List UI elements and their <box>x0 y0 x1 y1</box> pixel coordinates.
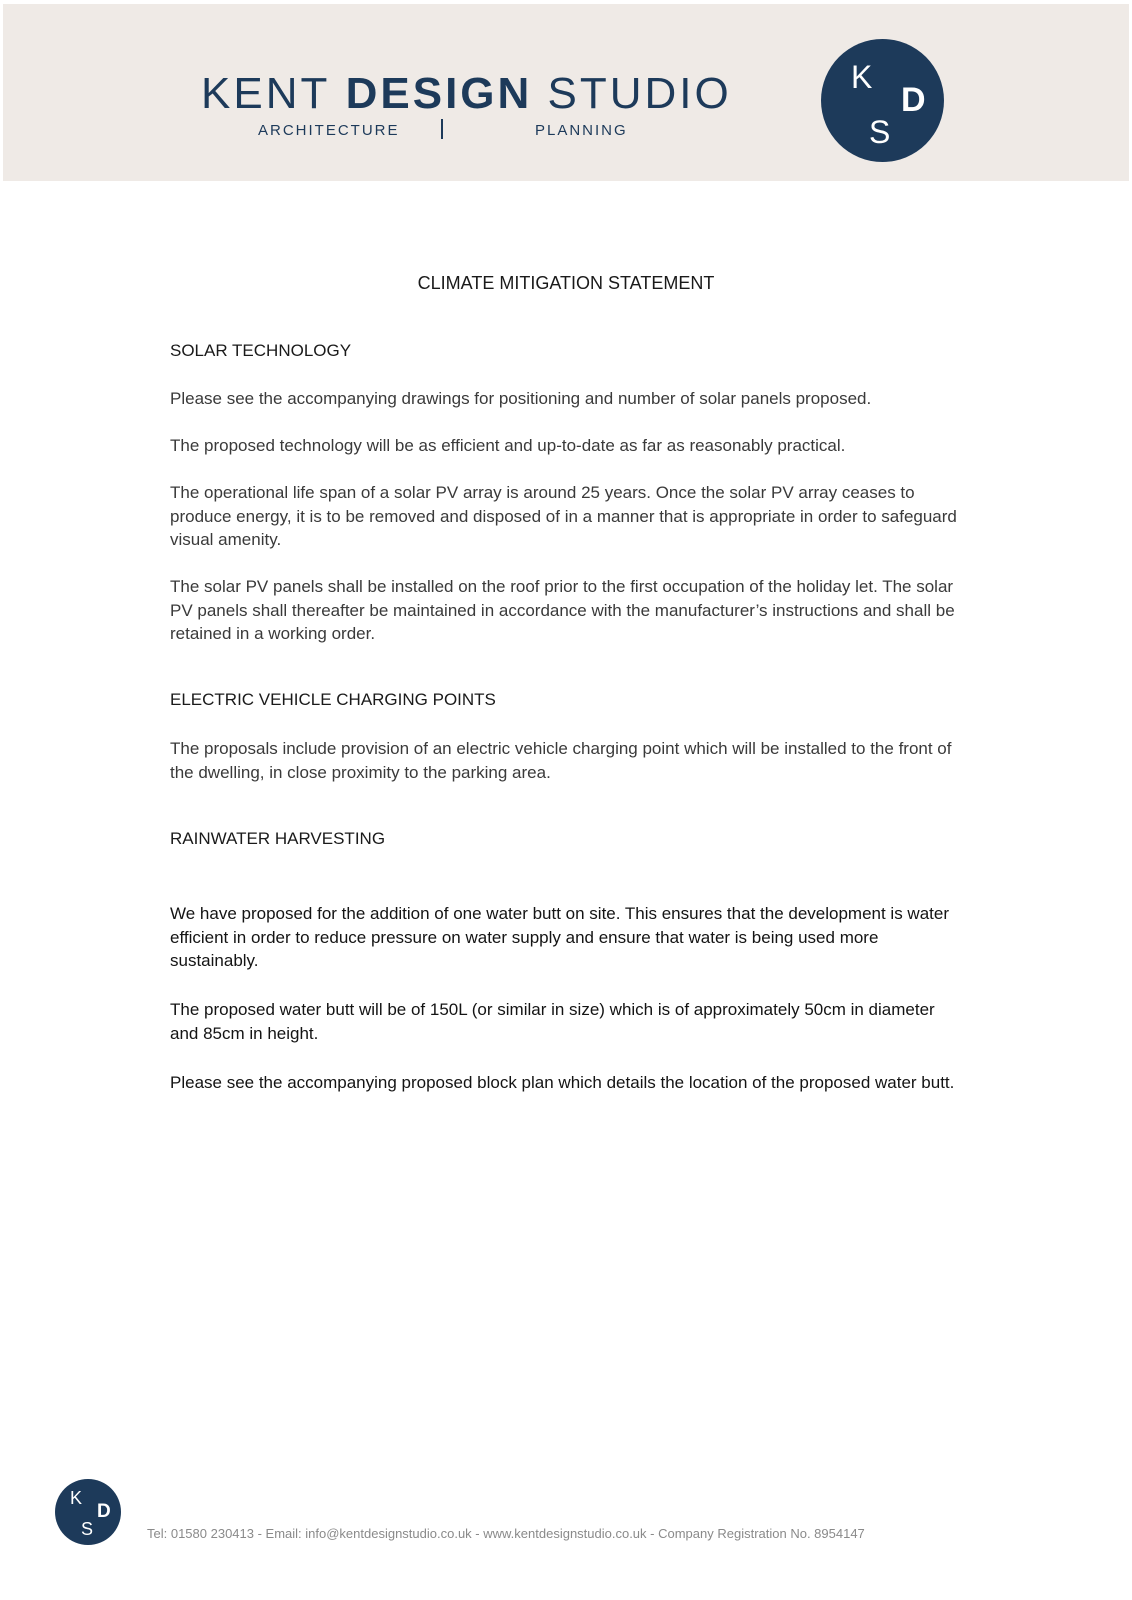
ksd-logo-icon <box>821 39 944 162</box>
heading-ev-charging: ELECTRIC VEHICLE CHARGING POINTS <box>170 690 496 709</box>
paragraph: The proposed water butt will be of 150L (or similar in size) which is of approximately 50cm in diameter and 85cm in height. <box>170 1000 935 1043</box>
tagline-separator <box>441 119 443 139</box>
logo-letter-k: K <box>70 1488 83 1508</box>
tagline-architecture: ARCHITECTURE <box>258 122 400 139</box>
brand-word-studio: STUDIO <box>547 69 732 118</box>
letterhead-banner <box>3 4 1129 181</box>
brand-name <box>201 69 732 118</box>
logo-letter-s: S <box>81 1519 94 1539</box>
paragraph: Please see the accompanying proposed block plan which details the location of the proposed water butt. <box>170 1073 955 1092</box>
ksd-footer-logo-icon <box>55 1479 121 1545</box>
paragraph: The proposed technology will be as efficient and up-to-date as far as reasonably practical. <box>170 436 846 455</box>
paragraph: The solar PV panels shall be installed on the roof prior to the first occupation of the holiday let. The solar PV panels shall thereafter be maintained in accordance with the manufacturer’s instructions and shall be retained in a working order. <box>170 577 955 643</box>
brand-word-design: DESIGN <box>345 69 533 118</box>
paragraph: The operational life span of a solar PV array is around 25 years. Once the solar PV array ceases to produce energy, it is to be removed and disposed of in a manner that is appropriate in order to safeguard visual amenity. <box>170 483 957 549</box>
heading-rainwater-harvesting: RAINWATER HARVESTING <box>170 829 386 848</box>
paragraph: We have proposed for the addition of one water butt on site. This ensures that the development is water efficient in order to reduce pressure on water supply and ensure that water is being used more sustainably. <box>170 904 950 970</box>
logo-letter-d: D <box>97 1501 111 1522</box>
brand-wordmark <box>201 69 732 144</box>
logo-letter-d: D <box>901 81 926 119</box>
paragraph: Please see the accompanying drawings for positioning and number of solar panels proposed. <box>170 389 872 408</box>
tagline-planning: PLANNING <box>535 122 628 139</box>
brand-tagline <box>201 122 713 144</box>
brand-word-kent: KENT <box>201 69 331 118</box>
document-title: CLIMATE MITIGATION STATEMENT <box>417 273 715 293</box>
logo-letter-k: K <box>851 59 873 95</box>
heading-solar-technology: SOLAR TECHNOLOGY <box>170 341 352 360</box>
footer-contact-details: Tel: 01580 230413 - Email: info@kentdesignstudio.co.uk - www.kentdesignstudio.co.uk - Company Registration No. 8954147 <box>147 1526 865 1541</box>
paragraph: The proposals include provision of an electric vehicle charging point which will be installed to the front of the dwelling, in close proximity to the parking area. <box>170 739 952 782</box>
logo-letter-s: S <box>869 114 891 150</box>
